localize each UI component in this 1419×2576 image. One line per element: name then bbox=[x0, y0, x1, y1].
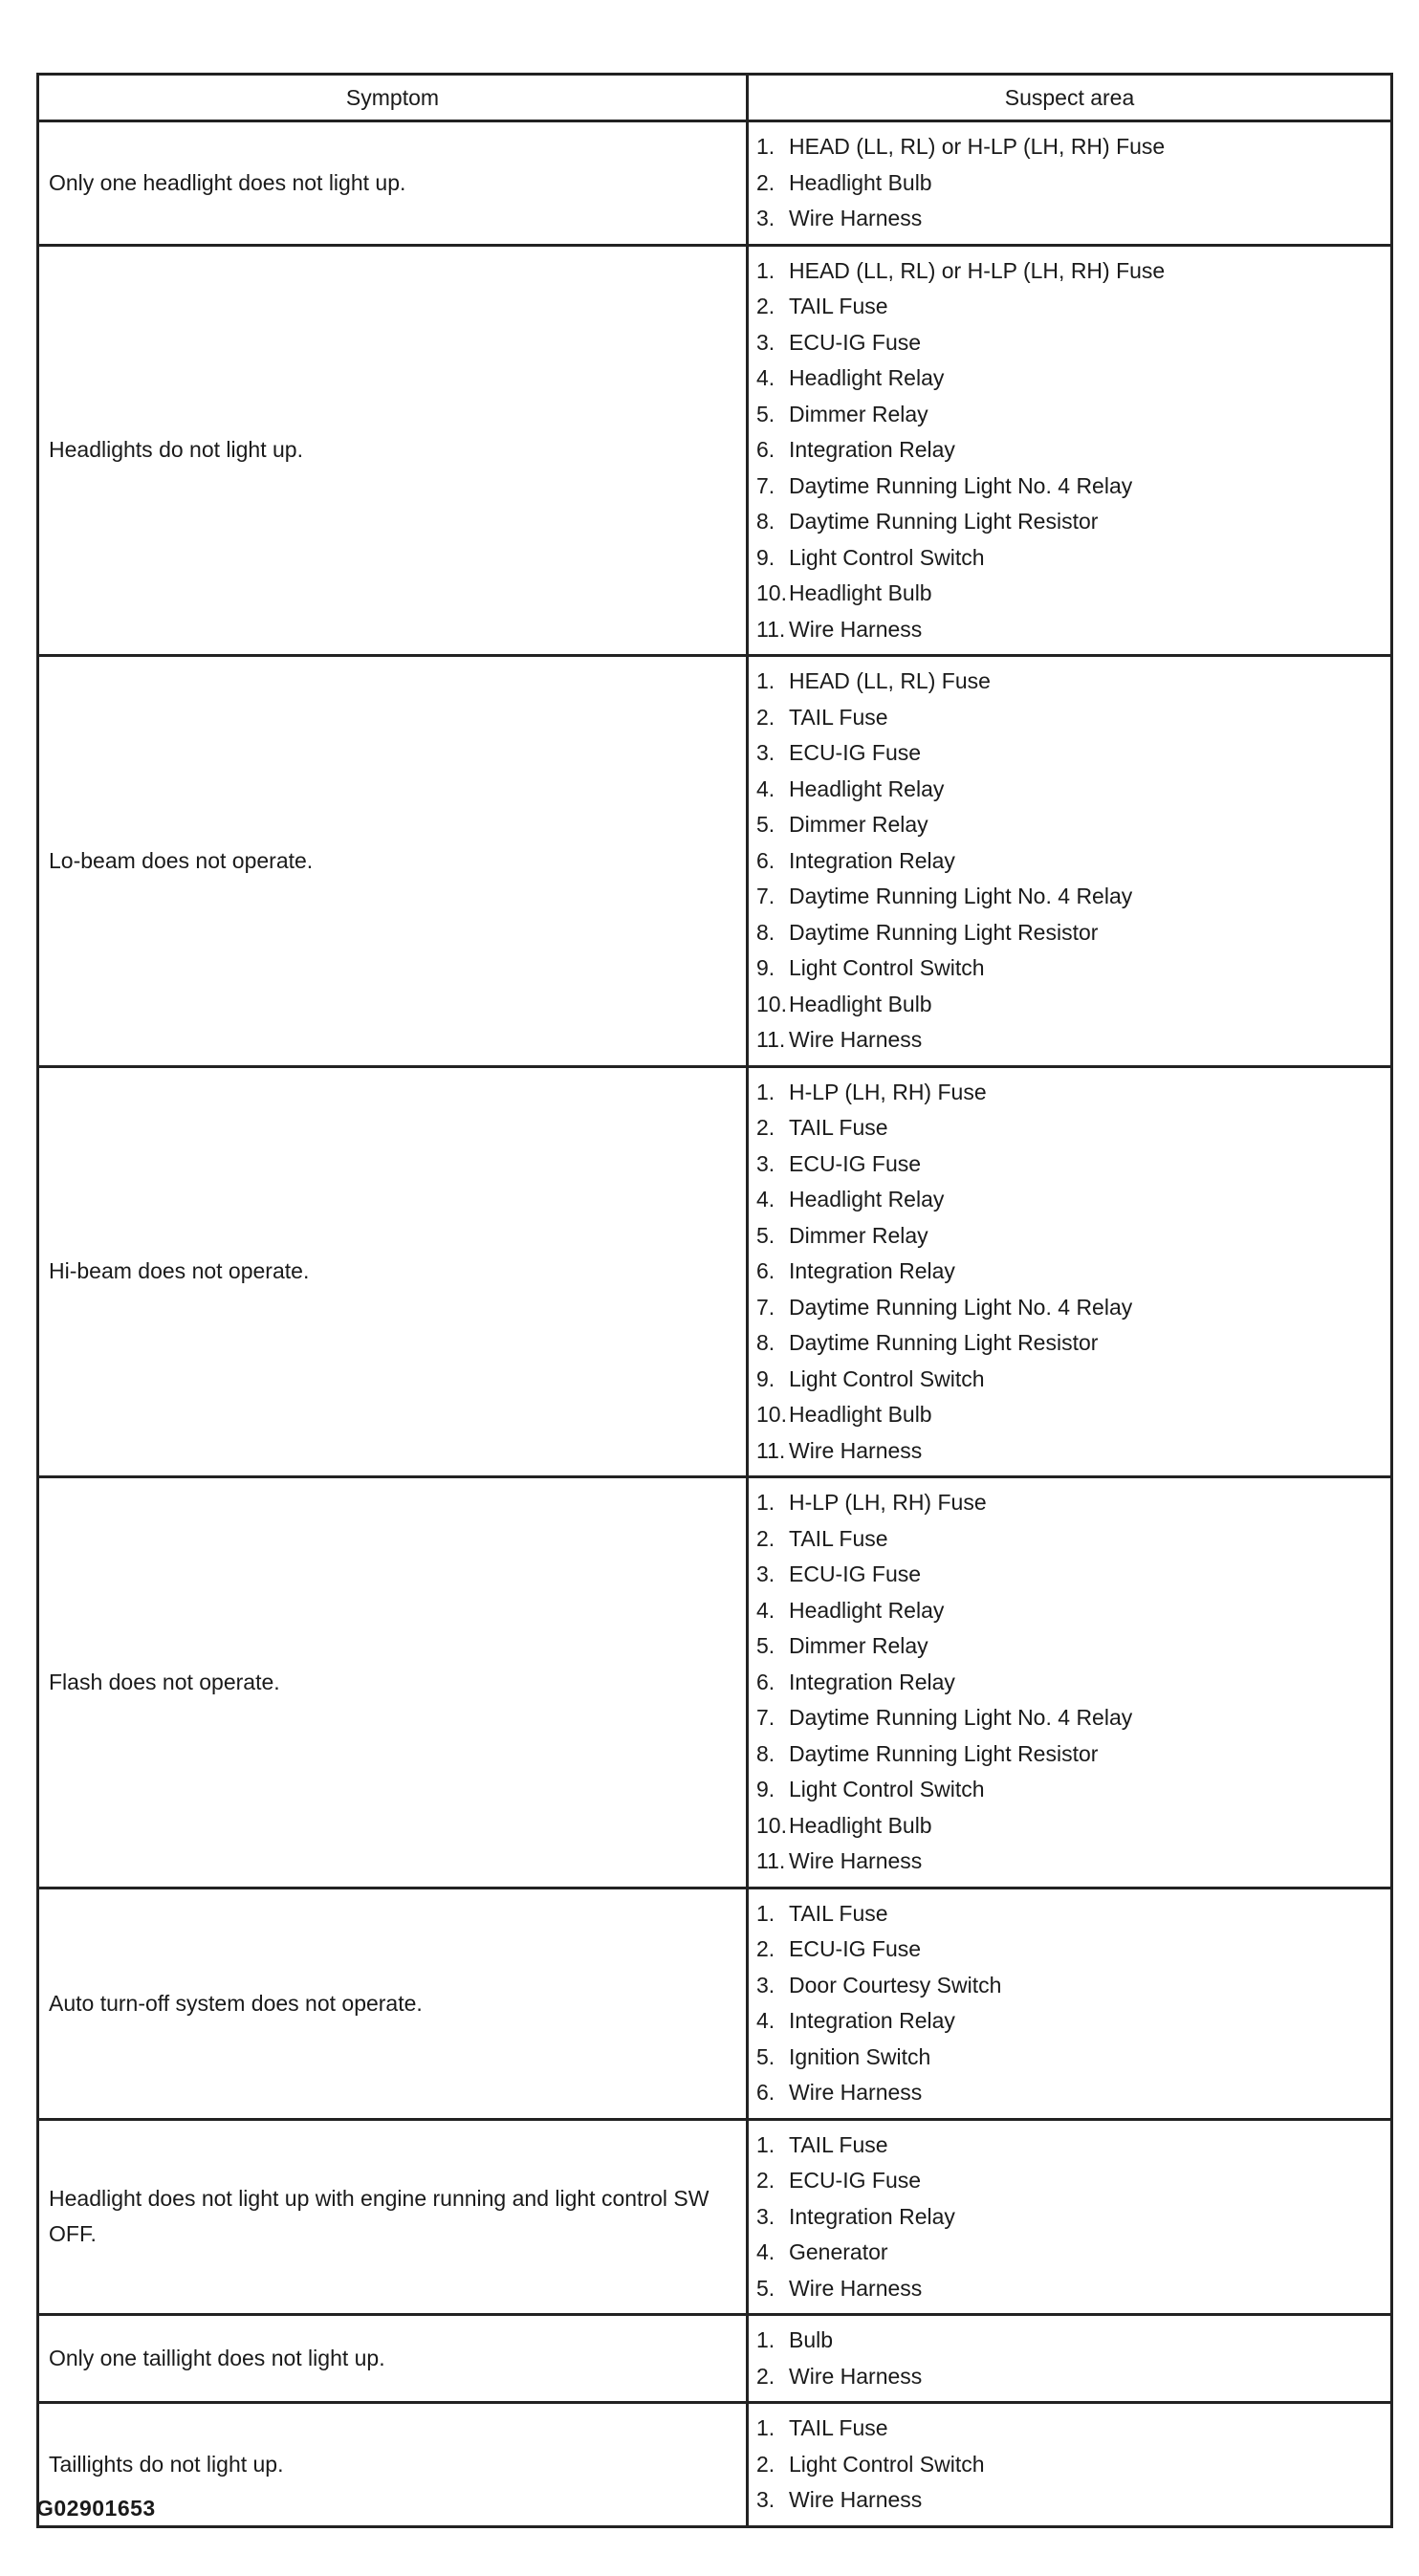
suspect-item-number: 8. bbox=[756, 919, 775, 945]
table-row bbox=[38, 121, 1392, 246]
suspect-item bbox=[756, 879, 1383, 915]
suspect-item-number: 8. bbox=[756, 509, 775, 534]
suspect-item-number: 2. bbox=[756, 2168, 775, 2193]
suspect-item bbox=[756, 2075, 1383, 2111]
suspect-item-number: 11. bbox=[756, 1437, 786, 1463]
suspect-item-number: 7. bbox=[756, 472, 775, 498]
suspect-item-text: Dimmer Relay bbox=[789, 812, 928, 837]
suspect-item-number: 10. bbox=[756, 991, 787, 1016]
suspect-item bbox=[756, 2323, 1383, 2359]
suspect-item bbox=[756, 2235, 1383, 2271]
suspect-item-text: Headlight Relay bbox=[789, 775, 945, 801]
suspect-item bbox=[756, 1557, 1383, 1593]
suspect-item bbox=[756, 2003, 1383, 2040]
suspect-item-text: Daytime Running Light Resistor bbox=[789, 919, 1099, 945]
suspect-item-number: 10. bbox=[756, 580, 787, 605]
suspect-item-number: 6. bbox=[756, 1669, 775, 1694]
suspect-area-cell bbox=[748, 2315, 1392, 2403]
table-body bbox=[38, 121, 1392, 2527]
suspect-item bbox=[756, 1182, 1383, 1218]
suspect-item-number: 6. bbox=[756, 847, 775, 873]
suspect-item bbox=[756, 289, 1383, 325]
suspect-list bbox=[756, 664, 1383, 1059]
suspect-item bbox=[756, 1397, 1383, 1433]
suspect-item-number: 6. bbox=[756, 1258, 775, 1283]
table-row bbox=[38, 1888, 1392, 2119]
symptom-column-header: Symptom bbox=[38, 75, 748, 121]
suspect-item-text: Integration Relay bbox=[789, 437, 955, 462]
suspect-item-text: Daytime Running Light No. 4 Relay bbox=[789, 472, 1133, 498]
suspect-item-text: Headlight Bulb bbox=[789, 1812, 932, 1838]
suspect-item-text: Daytime Running Light Resistor bbox=[789, 509, 1099, 534]
suspect-item bbox=[756, 1665, 1383, 1701]
suspect-item bbox=[756, 1521, 1383, 1558]
suspect-item-number: 7. bbox=[756, 1294, 775, 1320]
suspect-item-text: Light Control Switch bbox=[789, 1365, 985, 1391]
suspect-item bbox=[756, 772, 1383, 808]
suspect-list bbox=[756, 1075, 1383, 1470]
suspect-item-number: 7. bbox=[756, 1705, 775, 1730]
suspect-item-text: Ignition Switch bbox=[789, 2043, 931, 2069]
table-row bbox=[38, 656, 1392, 1067]
suspect-item-text: Integration Relay bbox=[789, 1669, 955, 1694]
suspect-item-number: 2. bbox=[756, 169, 775, 195]
suspect-item-number: 4. bbox=[756, 2239, 775, 2264]
suspect-list bbox=[756, 2411, 1383, 2519]
suspect-item-text: Wire Harness bbox=[789, 1027, 923, 1052]
suspect-item bbox=[756, 1146, 1383, 1183]
suspect-item-text: TAIL Fuse bbox=[789, 1115, 888, 1140]
suspect-item-number: 5. bbox=[756, 2043, 775, 2069]
suspect-item bbox=[756, 1325, 1383, 1362]
symptom-cell: Only one taillight does not light up. bbox=[38, 2315, 748, 2403]
suspect-item bbox=[756, 2199, 1383, 2236]
suspect-list bbox=[756, 1896, 1383, 2111]
suspect-area-cell bbox=[748, 2119, 1392, 2315]
suspect-item bbox=[756, 664, 1383, 700]
suspect-area-cell bbox=[748, 1066, 1392, 1477]
table-row bbox=[38, 1066, 1392, 1477]
suspect-item-text: ECU-IG Fuse bbox=[789, 2168, 922, 2193]
suspect-item-number: 1. bbox=[756, 2415, 775, 2440]
suspect-list bbox=[756, 2323, 1383, 2394]
suspect-item-text: TAIL Fuse bbox=[789, 1525, 888, 1551]
suspect-item-text: TAIL Fuse bbox=[789, 704, 888, 730]
suspect-item bbox=[756, 469, 1383, 505]
suspect-item-text: Headlight Relay bbox=[789, 1187, 945, 1212]
suspect-item-number: 2. bbox=[756, 704, 775, 730]
suspect-item bbox=[756, 2163, 1383, 2199]
suspect-item-text: Light Control Switch bbox=[789, 544, 985, 570]
suspect-item bbox=[756, 2359, 1383, 2395]
suspect-item-number: 9. bbox=[756, 1365, 775, 1391]
suspect-item-number: 3. bbox=[756, 329, 775, 355]
suspect-item-text: ECU-IG Fuse bbox=[789, 1150, 922, 1176]
suspect-item bbox=[756, 576, 1383, 612]
suspect-item bbox=[756, 2128, 1383, 2164]
suspect-item-number: 5. bbox=[756, 2275, 775, 2301]
suspect-item bbox=[756, 2271, 1383, 2307]
suspect-item-number: 11. bbox=[756, 1848, 786, 1873]
suspect-item-number: 2. bbox=[756, 1936, 775, 1961]
suspect-item-number: 5. bbox=[756, 1222, 775, 1248]
suspect-item-text: ECU-IG Fuse bbox=[789, 329, 922, 355]
suspect-list bbox=[756, 1485, 1383, 1880]
suspect-item-number: 9. bbox=[756, 1777, 775, 1801]
table-row bbox=[38, 2403, 1392, 2527]
suspect-item-text: Integration Relay bbox=[789, 1258, 955, 1283]
suspect-item-text: ECU-IG Fuse bbox=[789, 1561, 922, 1586]
suspect-item-number: 3. bbox=[756, 1972, 775, 1997]
suspect-item bbox=[756, 1075, 1383, 1111]
symptom-cell: Auto turn-off system does not operate. bbox=[38, 1888, 748, 2119]
suspect-item-text: HEAD (LL, RL) or H-LP (LH, RH) Fuse bbox=[789, 257, 1166, 283]
suspect-item-text: Generator bbox=[789, 2239, 888, 2264]
suspect-item bbox=[756, 165, 1383, 202]
symptom-cell: Only one headlight does not light up. bbox=[38, 121, 748, 246]
suspect-item-number: 2. bbox=[756, 2451, 775, 2477]
suspect-item bbox=[756, 1218, 1383, 1255]
suspect-area-cell bbox=[748, 245, 1392, 656]
suspect-item bbox=[756, 735, 1383, 772]
suspect-item-text: Light Control Switch bbox=[789, 2451, 985, 2477]
suspect-item-text: H-LP (LH, RH) Fuse bbox=[789, 1490, 987, 1515]
suspect-item-text: Wire Harness bbox=[789, 1848, 923, 1873]
suspect-item-text: Wire Harness bbox=[789, 2363, 923, 2389]
suspect-item bbox=[756, 612, 1383, 648]
suspect-item-number: 3. bbox=[756, 2203, 775, 2229]
suspect-item-number: 4. bbox=[756, 2008, 775, 2033]
suspect-item bbox=[756, 843, 1383, 880]
suspect-item bbox=[756, 1628, 1383, 1665]
suspect-item-text: Dimmer Relay bbox=[789, 1222, 928, 1248]
suspect-item-number: 11. bbox=[756, 616, 786, 642]
suspect-item-number: 4. bbox=[756, 365, 775, 390]
suspect-item bbox=[756, 504, 1383, 540]
suspect-item-number: 1. bbox=[756, 668, 775, 693]
suspect-item-text: ECU-IG Fuse bbox=[789, 1936, 922, 1961]
suspect-item bbox=[756, 987, 1383, 1023]
suspect-item bbox=[756, 2040, 1383, 2076]
suspect-item-text: ECU-IG Fuse bbox=[789, 740, 922, 765]
suspect-item-number: 2. bbox=[756, 1115, 775, 1140]
suspect-item-number: 5. bbox=[756, 812, 775, 837]
suspect-item-number: 1. bbox=[756, 1900, 775, 1926]
figure-code: G02901653 bbox=[36, 2496, 156, 2521]
suspect-list bbox=[756, 2128, 1383, 2307]
suspect-area-cell bbox=[748, 2403, 1392, 2527]
symptom-cell: Lo-beam does not operate. bbox=[38, 656, 748, 1067]
suspect-item bbox=[756, 540, 1383, 577]
suspect-item-number: 6. bbox=[756, 2080, 775, 2105]
suspect-item-number: 8. bbox=[756, 1740, 775, 1766]
header-row bbox=[38, 75, 1392, 121]
suspect-area-cell bbox=[748, 1477, 1392, 1888]
suspect-item bbox=[756, 915, 1383, 951]
suspect-item-text: Light Control Switch bbox=[789, 955, 985, 980]
suspect-item-number: 1. bbox=[756, 2327, 775, 2352]
suspect-item-text: Wire Harness bbox=[789, 2275, 923, 2301]
suspect-item bbox=[756, 950, 1383, 987]
suspect-item-text: Wire Harness bbox=[789, 616, 923, 642]
table-row bbox=[38, 1477, 1392, 1888]
suspect-item-number: 1. bbox=[756, 2131, 775, 2157]
suspect-list bbox=[756, 253, 1383, 648]
suspect-item-number: 11. bbox=[756, 1027, 786, 1052]
suspect-area-cell bbox=[748, 656, 1392, 1067]
suspect-item-text: Daytime Running Light No. 4 Relay bbox=[789, 884, 1133, 908]
table-row bbox=[38, 2315, 1392, 2403]
suspect-item-text: Wire Harness bbox=[789, 1437, 923, 1463]
suspect-list bbox=[756, 129, 1383, 237]
suspect-item-text: TAIL Fuse bbox=[789, 2131, 888, 2157]
suspect-item-number: 9. bbox=[756, 955, 775, 980]
symptom-cell: Headlight does not light up with engine running and light control SW OFF. bbox=[38, 2119, 748, 2315]
suspect-item bbox=[756, 1110, 1383, 1146]
suspect-item bbox=[756, 2411, 1383, 2447]
suspect-item bbox=[756, 1593, 1383, 1629]
suspect-item-text: Light Control Switch bbox=[789, 1777, 985, 1801]
suspect-item-text: HEAD (LL, RL) or H-LP (LH, RH) Fuse bbox=[789, 134, 1166, 159]
table-row bbox=[38, 245, 1392, 656]
suspect-item-number: 1. bbox=[756, 134, 775, 159]
symptom-cell: Headlights do not light up. bbox=[38, 245, 748, 656]
suspect-item-number: 3. bbox=[756, 740, 775, 765]
suspect-item-text: Headlight Relay bbox=[789, 365, 945, 390]
suspect-item bbox=[756, 360, 1383, 397]
suspect-item bbox=[756, 807, 1383, 843]
suspect-item-number: 10. bbox=[756, 1812, 787, 1838]
suspect-item-text: Daytime Running Light Resistor bbox=[789, 1330, 1099, 1355]
suspect-item-number: 8. bbox=[756, 1330, 775, 1355]
suspect-item-text: Headlight Bulb bbox=[789, 991, 932, 1016]
suspect-item-text: Wire Harness bbox=[789, 2487, 923, 2512]
suspect-item bbox=[756, 1968, 1383, 2004]
suspect-item-number: 5. bbox=[756, 401, 775, 426]
suspect-item-number: 7. bbox=[756, 884, 775, 908]
suspect-item-text: HEAD (LL, RL) Fuse bbox=[789, 668, 991, 693]
symptom-table bbox=[36, 73, 1393, 2528]
suspect-item-text: Daytime Running Light No. 4 Relay bbox=[789, 1705, 1133, 1730]
table-row bbox=[38, 2119, 1392, 2315]
symptom-cell: Hi-beam does not operate. bbox=[38, 1066, 748, 1477]
suspect-item bbox=[756, 1932, 1383, 1968]
suspect-item-text: Door Courtesy Switch bbox=[789, 1972, 1002, 1997]
suspect-item-number: 3. bbox=[756, 2487, 775, 2512]
suspect-area-cell bbox=[748, 1888, 1392, 2119]
suspect-item-text: Integration Relay bbox=[789, 847, 955, 873]
suspect-item-text: TAIL Fuse bbox=[789, 294, 888, 318]
suspect-item bbox=[756, 2447, 1383, 2483]
suspect-item-number: 2. bbox=[756, 1525, 775, 1551]
suspect-item-text: Integration Relay bbox=[789, 2008, 955, 2033]
symptom-cell: Flash does not operate. bbox=[38, 1477, 748, 1888]
suspect-area-column-header: Suspect area bbox=[748, 75, 1392, 121]
suspect-item-text: Integration Relay bbox=[789, 2203, 955, 2229]
suspect-item-number: 4. bbox=[756, 1597, 775, 1623]
suspect-item-text: Headlight Bulb bbox=[789, 1402, 932, 1427]
suspect-item-number: 1. bbox=[756, 1079, 775, 1104]
suspect-item-text: Headlight Relay bbox=[789, 1597, 945, 1623]
suspect-item-number: 9. bbox=[756, 544, 775, 570]
suspect-item bbox=[756, 129, 1383, 165]
suspect-item bbox=[756, 1290, 1383, 1326]
suspect-item-text: Daytime Running Light No. 4 Relay bbox=[789, 1294, 1133, 1320]
suspect-item-text: Headlight Bulb bbox=[789, 580, 932, 605]
suspect-item-number: 4. bbox=[756, 775, 775, 801]
suspect-item bbox=[756, 201, 1383, 237]
suspect-item bbox=[756, 1433, 1383, 1470]
suspect-item-number: 5. bbox=[756, 1633, 775, 1658]
suspect-item bbox=[756, 1736, 1383, 1773]
suspect-item bbox=[756, 1844, 1383, 1880]
suspect-item-number: 4. bbox=[756, 1187, 775, 1212]
suspect-item-text: Bulb bbox=[789, 2327, 834, 2352]
suspect-item-number: 6. bbox=[756, 437, 775, 462]
suspect-item-number: 10. bbox=[756, 1402, 787, 1427]
suspect-item-number: 3. bbox=[756, 1561, 775, 1586]
suspect-item-number: 3. bbox=[756, 206, 775, 230]
suspect-item bbox=[756, 253, 1383, 290]
suspect-item bbox=[756, 1485, 1383, 1521]
suspect-item bbox=[756, 1700, 1383, 1736]
suspect-item bbox=[756, 432, 1383, 469]
suspect-item-text: Wire Harness bbox=[789, 2080, 923, 2105]
suspect-item-number: 3. bbox=[756, 1150, 775, 1176]
troubleshooting-sheet bbox=[36, 73, 1390, 2528]
suspect-item-text: Daytime Running Light Resistor bbox=[789, 1740, 1099, 1766]
suspect-item-number: 2. bbox=[756, 294, 775, 318]
suspect-item bbox=[756, 325, 1383, 361]
suspect-item-number: 2. bbox=[756, 2363, 775, 2389]
suspect-item bbox=[756, 397, 1383, 433]
suspect-item bbox=[756, 1896, 1383, 1932]
suspect-area-cell bbox=[748, 121, 1392, 246]
suspect-item bbox=[756, 1022, 1383, 1059]
suspect-item bbox=[756, 700, 1383, 736]
suspect-item-text: Dimmer Relay bbox=[789, 401, 928, 426]
suspect-item bbox=[756, 1254, 1383, 1290]
suspect-item-text: Dimmer Relay bbox=[789, 1633, 928, 1658]
suspect-item bbox=[756, 1362, 1383, 1398]
suspect-item-text: H-LP (LH, RH) Fuse bbox=[789, 1079, 987, 1104]
suspect-item bbox=[756, 2482, 1383, 2519]
symptom-cell: Taillights do not light up. bbox=[38, 2403, 748, 2527]
suspect-item-text: TAIL Fuse bbox=[789, 2415, 888, 2440]
suspect-item bbox=[756, 1772, 1383, 1808]
suspect-item-text: Wire Harness bbox=[789, 206, 923, 230]
suspect-item-number: 1. bbox=[756, 257, 775, 283]
suspect-item-number: 1. bbox=[756, 1490, 775, 1515]
suspect-item-text: TAIL Fuse bbox=[789, 1900, 888, 1926]
suspect-item bbox=[756, 1808, 1383, 1845]
suspect-item-text: Headlight Bulb bbox=[789, 169, 932, 195]
